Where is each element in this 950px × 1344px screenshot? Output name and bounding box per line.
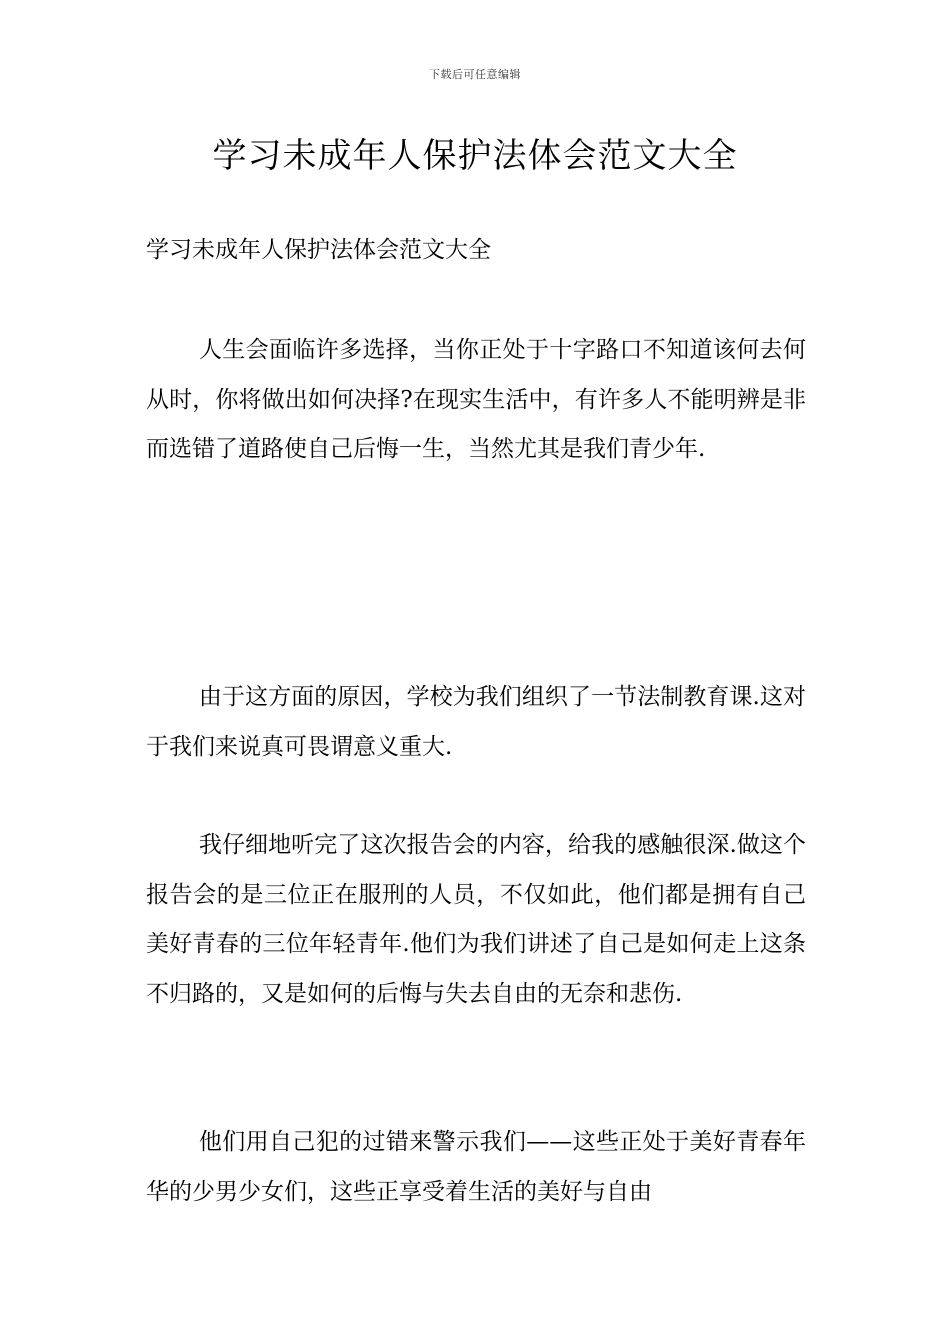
document-subtitle: 学习未成年人保护法体会范文大全 [146,237,491,263]
paragraph-3: 我仔细地听完了这次报告会的内容，给我的感触很深.做这个报告会的是三位正在服刑的人员，不仅如此，他们都是拥有自己美好青春的三位年轻青年.他们为我们讲述了自己是如何走上这条不归路的，又是如何的后悔与失去自由的无奈和悲伤. [146,832,806,1007]
header-note: 下载后可任意编辑 [429,68,521,81]
document-title: 学习未成年人保护法体会范文大全 [212,136,738,176]
paragraph-4: 他们用自己犯的过错来警示我们——这些正处于美好青春年华的少男少女们，这些正享受着生活的美好与自由 [146,1129,806,1205]
paragraph-1: 人生会面临许多选择，当你正处于十字路口不知道该何去何从时，你将做出如何决择?在现实生活中，有许多人不能明辨是非而选错了道路使自己后悔一生，当然尤其是我们青少年. [146,337,806,462]
paragraph-2: 由于这方面的原因，学校为我们组织了一节法制教育课.这对于我们来说真可畏谓意义重大. [146,684,806,760]
